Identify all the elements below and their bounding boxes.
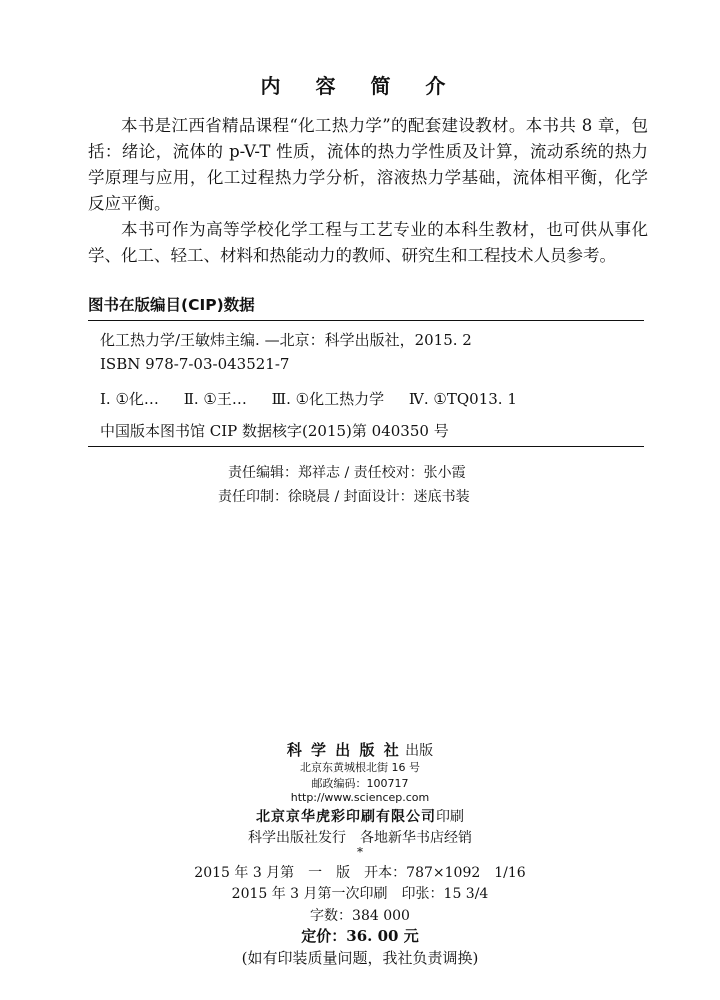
printer-suffix: 印刷 <box>436 809 464 825</box>
printing-line: 2015 年 3 月第一次印刷 印张：15 3/4 <box>231 886 489 902</box>
edition-line: 2015 年 3 月第 一 版 开本：787×1092 1/16 <box>194 865 526 881</box>
cip-class-1: Ⅰ. ①化… <box>100 390 159 408</box>
credits-editors: 责任编辑：郑祥志 / 责任校对：张小霞 <box>228 465 466 481</box>
cip-isbn: ISBN 978-7-03-043521-7 <box>100 355 290 373</box>
publisher-website: http://www.sciencep.com <box>290 791 430 804</box>
cip-class-2: Ⅱ. ①王… <box>183 390 247 408</box>
publisher-name: 科 学 出 版 社 <box>286 741 401 759</box>
publisher-line <box>0 739 720 760</box>
printer-name: 北京京华虎彩印刷有限公司 <box>256 809 436 825</box>
cip-top-rule <box>88 320 644 321</box>
cip-class-3: Ⅲ. ①化工热力学 <box>271 390 385 408</box>
cip-heading: 图书在版编目(CIP)数据 <box>88 296 255 314</box>
cip-class-4: Ⅳ. ①TQ013. 1 <box>408 390 517 408</box>
price: 定价：36. 00 元 <box>301 927 419 945</box>
cip-classification <box>100 388 517 409</box>
cip-bottom-rule <box>88 446 644 447</box>
intro-paragraph-2: 本书可作为高等学校化学工程与工艺专业的本科生教材，也可供从事化学、化工、轻工、材料和热能动力的教师、研究生和工程技术人员参考。 <box>88 220 648 265</box>
printer-line <box>0 806 720 826</box>
cip-title-line: 化工热力学/王敏炜主编. —北京：科学出版社，2015. 2 <box>100 331 472 349</box>
star-separator: * <box>357 845 363 859</box>
page-title: 内 容 简 介 <box>260 74 460 98</box>
word-count: 字数：384 000 <box>310 908 410 924</box>
publisher-postcode: 邮政编码：100717 <box>311 777 409 790</box>
quality-note: (如有印装质量问题，我社负责调换) <box>241 949 479 967</box>
distribution-line: 科学出版社发行 各地新华书店经销 <box>248 830 472 846</box>
credits-production: 责任印制：徐晓晨 / 封面设计：迷底书装 <box>218 489 470 505</box>
cip-record-number: 中国版本图书馆 CIP 数据核字(2015)第 040350 号 <box>100 422 449 440</box>
publisher-suffix: 出版 <box>405 743 434 759</box>
publisher-address: 北京东黄城根北街 16 号 <box>300 761 420 774</box>
intro-paragraph-1: 本书是江西省精品课程“化工热力学”的配套建设教材。本书共 8 章，包括：绪论，流体的 p-V-T 性质，流体的热力学性质及计算，流动系统的热力学原理与应用，化工过程热力学分析，溶液热力学基础，流体相平衡，化学反应平衡。 <box>88 116 648 213</box>
